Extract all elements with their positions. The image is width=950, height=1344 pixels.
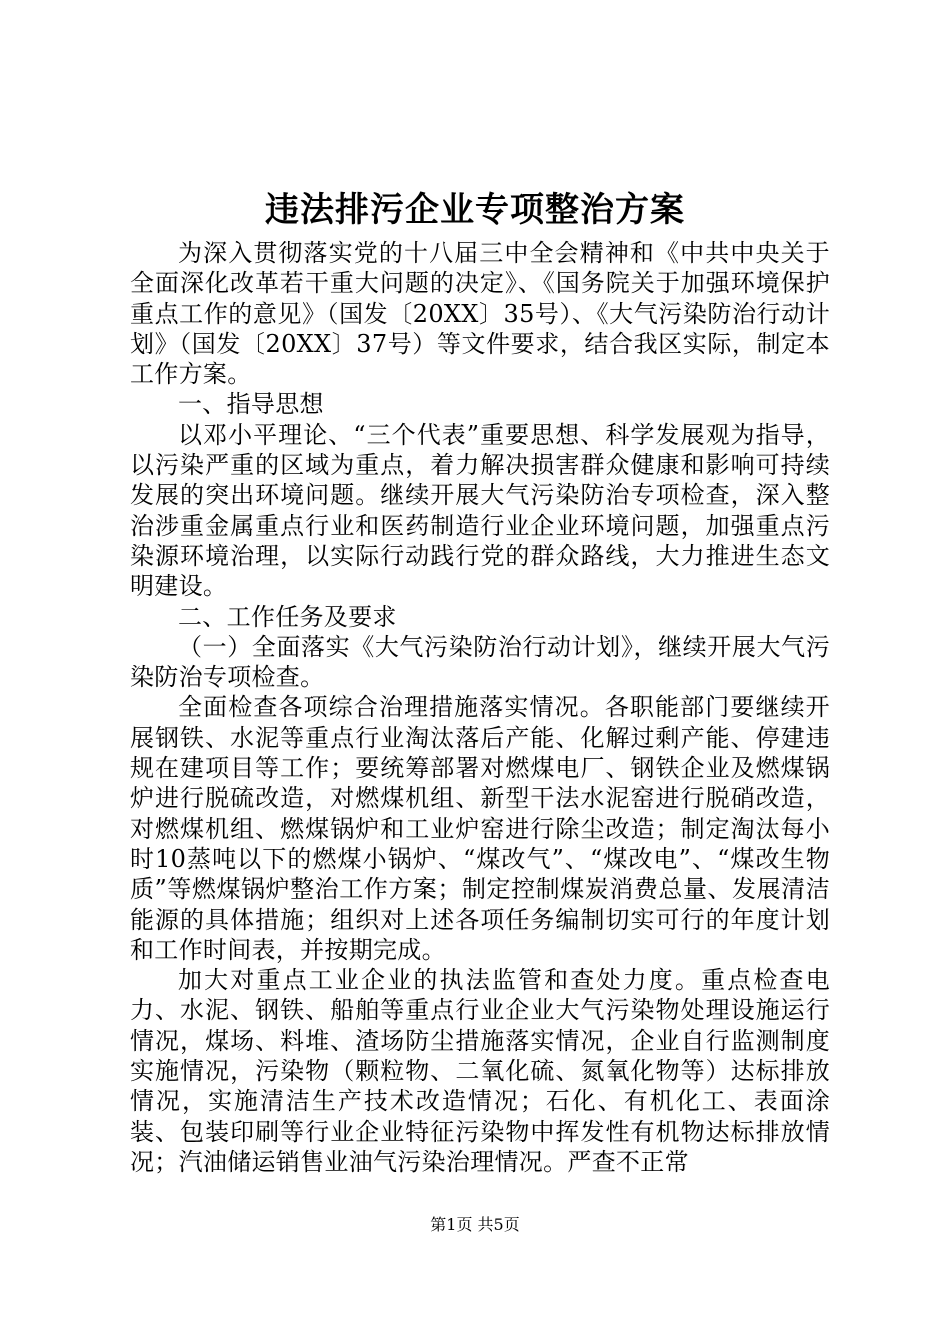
document-title: 违法排污企业专项整治方案: [265, 190, 685, 230]
section-heading-guiding-ideology: 一、指导思想: [178, 390, 324, 419]
paragraph-guiding-ideology: 以邓小平理论、“三个代表”重要思想、科学发展观为指导，以污染严重的区域为重点，着力解决损害群众健康和影响可持续发展的突出环境问题。继续开展大气污染防治专项检查，深入整治涉重金属重点行业和医药制造行业企业环境问题，加强重点污染源环境治理，以实际行动践行党的群众路线，大力推进生态文明建设。: [130, 420, 830, 601]
document-body: [130, 238, 830, 1177]
subsection-heading-air-pollution: （一）全面落实《大气污染防治行动计划》，继续开展大气污染防治专项检查。: [130, 632, 830, 692]
section-heading-tasks: 二、工作任务及要求: [178, 602, 397, 631]
paragraph-intro: 为深入贯彻落实党的十八届三中全会精神和《中共中央关于全面深化改革若干重大问题的决定》、《国务院关于加强环境保护重点工作的意见》（国发〔20XX〕35号）、《大气污染防治行动计划》（国发〔20XX〕37号）等文件要求，结合我区实际，制定本工作方案。: [130, 239, 830, 389]
paragraph-comprehensive-inspection: 全面检查各项综合治理措施落实情况。各职能部门要继续开展钢铁、水泥等重点行业淘汰落后产能、化解过剩产能、停建违规在建项目等工作；要统筹部署对燃煤电厂、钢铁企业及燃煤锅炉进行脱硫改造，对燃煤机组、新型干法水泥窑进行脱硝改造，对燃煤机组、燃煤锅炉和工业炉窑进行除尘改造；制定淘汰每小时10蒸吨以下的燃煤小锅炉、“煤改气”、“煤改电”、“煤改生物质”等燃煤锅炉整治工作方案；制定控制煤炭消费总量、发展清洁能源的具体措施；组织对上述各项任务编制切实可行的年度计划和工作时间表，并按期完成。: [130, 693, 830, 964]
page-number-footer: 第1页 共5页: [430, 1215, 520, 1234]
paragraph-enforcement: 加大对重点工业企业的执法监管和查处力度。重点检查电力、水泥、钢铁、船舶等重点行业企业大气污染物处理设施运行情况，煤场、料堆、渣场防尘措施落实情况，企业自行监测制度实施情况，污染物（颗粒物、二氧化硫、氮氧化物等）达标排放情况，实施清洁生产技术改造情况；石化、有机化工、表面涂装、包装印刷等行业企业特征污染物中挥发性有机物达标排放情况；汽油储运销售业油气污染治理情况。严查不正常: [130, 966, 830, 1176]
